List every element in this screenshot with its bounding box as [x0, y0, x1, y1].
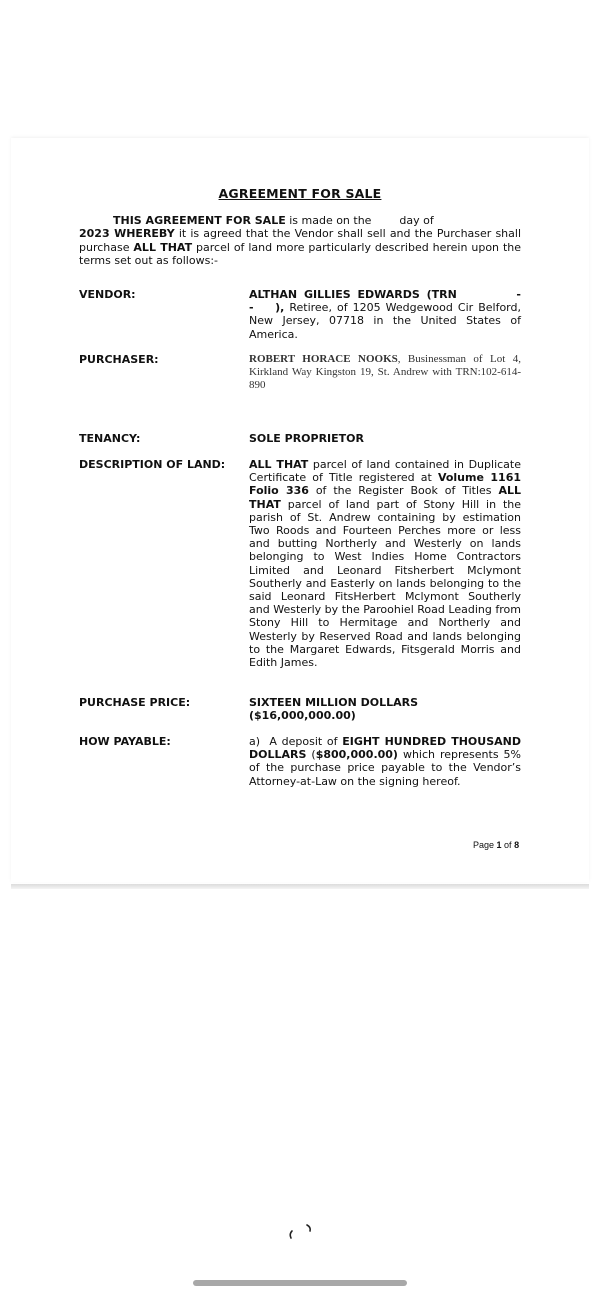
- page-number-prefix: Page: [473, 840, 497, 850]
- vendor-name: ALTHAN GILLIES EDWARDS (TRN: [249, 288, 457, 301]
- payable-text-1: a) A deposit of: [249, 735, 343, 748]
- payable-label: HOW PAYABLE:: [79, 735, 171, 748]
- payable-text-2: (: [306, 748, 316, 762]
- tenancy-value: [249, 432, 521, 445]
- intro-paragraph: [79, 214, 521, 267]
- purchaser-value: [249, 353, 521, 391]
- document-page-2: [11, 889, 589, 1269]
- tenancy-value-text: SOLE PROPRIETOR: [249, 432, 364, 445]
- desc-text-2: of the Register Book of Titles: [308, 484, 499, 498]
- page-number: [473, 840, 519, 850]
- price-line-1: SIXTEEN MILLION DOLLARS: [249, 696, 419, 709]
- payable-bold-1: EIGHT HUNDRED THOUSAND DOLLARS: [249, 735, 521, 762]
- page-number-mid: of: [501, 840, 515, 850]
- page-number-total: 8: [514, 840, 520, 850]
- desc-text-3: parcel of land part of Stony Hill in the parish of St. Andrew containing by estimation Two Roods and Fourteen Perches more or less and butting Northerly and Westerly on lands belonging to West Indies Home Contractors Limited and Leonard Fitsherbert Mclymont Southerly and Easterly on lands belonging to the said Leonard FitsHerbert Mclymont Southerly and Westerly by the Paroohiel Road Leading from Stony Hill to Hermitage and Northerly and Westerly by Reserved Road and lands belonging to the Margaret Edwards, Fitsgerald Morris and Edith James.: [249, 497, 521, 670]
- loading-spinner-icon: [286, 1222, 316, 1244]
- vendor-trn-close: - ),: [249, 301, 285, 315]
- intro-bold-1: THIS AGREEMENT FOR SALE: [113, 214, 286, 227]
- payable-value: [249, 735, 521, 788]
- intro-text-2: it is agreed that the Vendor shall sell and the Purchaser shall purchase: [79, 227, 522, 254]
- intro-text-1: is made on the day of: [285, 214, 434, 227]
- payable-bold-2: $800,000.00): [315, 748, 398, 762]
- home-indicator[interactable]: [193, 1280, 407, 1286]
- description-label: DESCRIPTION OF LAND:: [79, 458, 226, 471]
- price-value: [249, 696, 521, 722]
- purchaser-text: , Businessman of Lot 4, Kirkland Way Kingston 19, St. Andrew with TRN:102-614-890: [249, 353, 521, 391]
- vendor-value: [249, 288, 521, 341]
- intro-bold-2: 2023 WHEREBY: [79, 227, 175, 241]
- desc-bold-3: ALL THAT: [249, 484, 521, 511]
- document-title: AGREEMENT FOR SALE: [218, 186, 382, 201]
- desc-bold-1: ALL THAT: [249, 458, 309, 471]
- desc-text-1: parcel of land contained in Duplicate Certificate of Title registered at: [249, 458, 521, 485]
- vendor-trn-end: -: [516, 288, 521, 301]
- price-line-2: ($16,000,000.00): [249, 709, 356, 723]
- page-number-current: 1: [496, 840, 502, 850]
- intro-text-3: parcel of land more particularly described herein upon the terms set out as follows:-: [79, 240, 522, 267]
- vendor-label: VENDOR:: [79, 288, 136, 301]
- vendor-text: Retiree, of 1205 Wedgewood Cir Belford, New Jersey, 07718 in the United States of America.: [249, 301, 521, 341]
- description-value: [249, 458, 521, 669]
- price-label: PURCHASE PRICE:: [79, 696, 191, 709]
- intro-bold-3: ALL THAT: [133, 240, 193, 254]
- desc-bold-2: Volume 1161 Folio 336: [249, 471, 522, 498]
- tenancy-label: TENANCY:: [79, 432, 141, 445]
- purchaser-name: ROBERT HORACE NOOKS: [249, 353, 398, 365]
- payable-text-3: which represents 5% of the purchase price payable to the Vendor’s Attorney-at-Law on the signing hereof.: [249, 748, 521, 788]
- purchaser-label: PURCHASER:: [79, 353, 159, 366]
